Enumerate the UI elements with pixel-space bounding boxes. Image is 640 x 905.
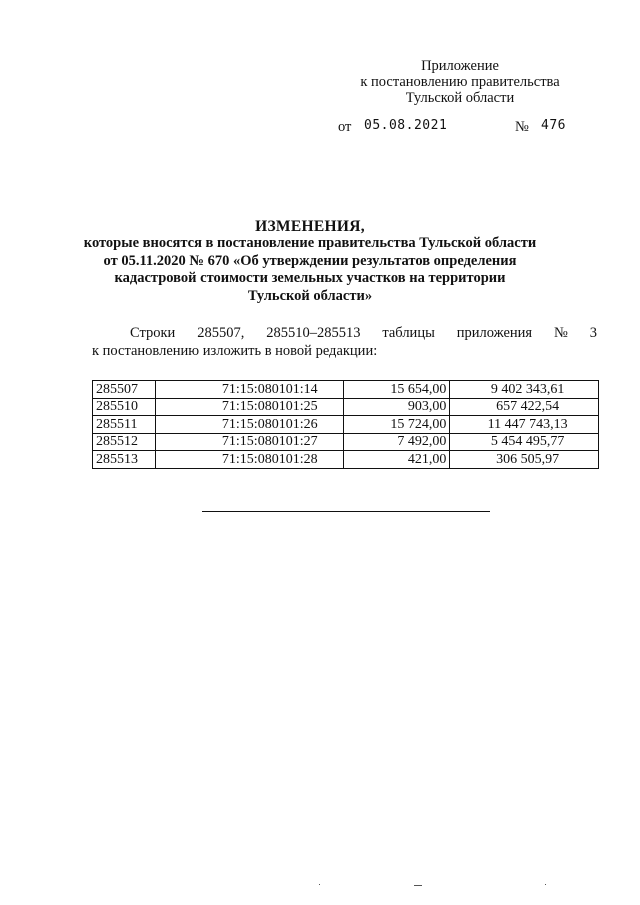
appendix-line-2: к постановлению правительства (360, 74, 560, 90)
table-cell-row-number: 285512 (93, 433, 156, 451)
table-cell-area: 15 654,00 (343, 381, 450, 399)
title-line-4: Тульской области» (247, 287, 373, 304)
table-row (93, 398, 599, 416)
table-cell-cadastral-number: 71:15:080101:27 (155, 433, 343, 451)
table-cell-cadastral-value: 11 447 743,13 (450, 416, 599, 434)
table-cell-area: 15 724,00 (343, 416, 450, 434)
from-label: от (338, 119, 352, 135)
table-cell-cadastral-value: 9 402 343,61 (450, 381, 599, 399)
table-cell-row-number: 285513 (93, 451, 156, 469)
table-cell-cadastral-number: 71:15:080101:25 (155, 398, 343, 416)
resolution-number: 476 (541, 118, 566, 133)
resolution-date: 05.08.2021 (364, 118, 448, 133)
table-row (93, 433, 599, 451)
body-word: Строки (130, 325, 176, 341)
body-word: приложения (456, 325, 533, 341)
table-cell-row-number: 285510 (93, 398, 156, 416)
scan-speck (319, 884, 320, 885)
table-cell-cadastral-number: 71:15:080101:28 (155, 451, 343, 469)
table-cell-cadastral-number: 71:15:080101:26 (155, 416, 343, 434)
appendix-line-3: Тульской области (405, 90, 515, 106)
table-cell-cadastral-number: 71:15:080101:14 (155, 381, 343, 399)
body-word: 285510–285513 (266, 325, 361, 341)
number-sign: № (515, 119, 529, 135)
title-heading: ИЗМЕНЕНИЯ, (255, 218, 365, 235)
document-title (80, 218, 540, 305)
body-paragraph (92, 325, 597, 360)
title-line-2: от 05.11.2020 № 670 «Об утверждении результатов определения (103, 252, 517, 269)
title-line-1: которые вносятся в постановление правительства Тульской области (83, 235, 537, 252)
table-row (93, 451, 599, 469)
table-cell-area: 421,00 (343, 451, 450, 469)
table-row (93, 381, 599, 399)
resolution-date-line (338, 118, 588, 136)
body-word: № (553, 325, 568, 341)
scan-speck (414, 885, 422, 886)
cadastral-table (92, 380, 599, 469)
table-cell-area: 7 492,00 (343, 433, 450, 451)
table-cell-row-number: 285511 (93, 416, 156, 434)
table-row (93, 416, 599, 434)
table-cell-cadastral-value: 5 454 495,77 (450, 433, 599, 451)
closing-rule (202, 511, 490, 512)
body-word: 3 (589, 325, 597, 341)
body-word: 285507, (197, 325, 245, 341)
body-word: таблицы (382, 325, 435, 341)
title-line-3: кадастровой стоимости земельных участков на территории (114, 270, 506, 287)
appendix-header (340, 58, 580, 106)
table-cell-row-number: 285507 (93, 381, 156, 399)
table-cell-cadastral-value: 657 422,54 (450, 398, 599, 416)
body-line-1 (92, 325, 597, 343)
table-cell-cadastral-value: 306 505,97 (450, 451, 599, 469)
body-line-2: к постановлению изложить в новой редакции: (92, 342, 378, 359)
table-cell-area: 903,00 (343, 398, 450, 416)
appendix-line-1: Приложение (421, 58, 499, 74)
scan-speck (545, 884, 546, 885)
